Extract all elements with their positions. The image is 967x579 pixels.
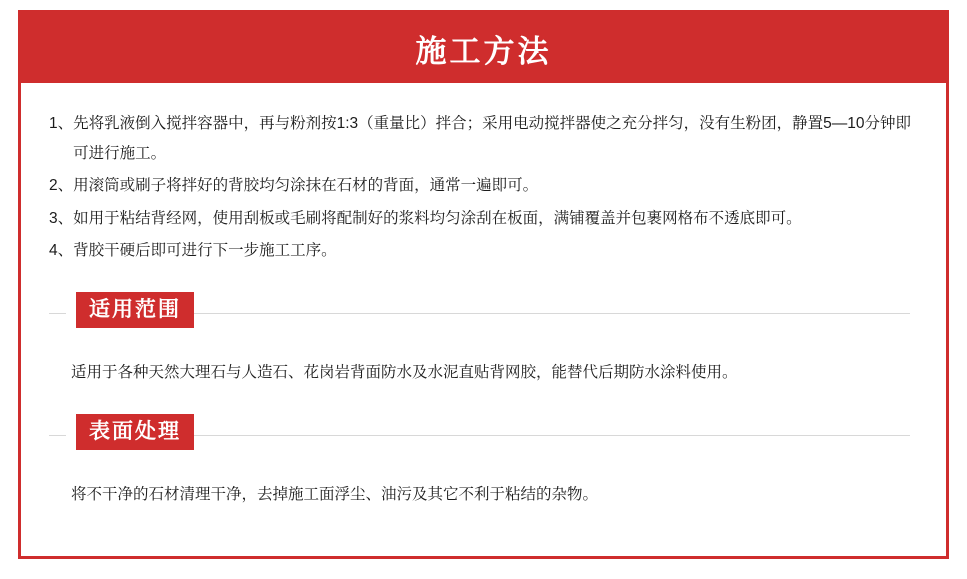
step-number: 1、 <box>49 115 74 132</box>
document-frame <box>18 10 949 559</box>
list-item <box>49 236 918 266</box>
title-bar <box>21 13 946 83</box>
section-header-scope <box>49 292 918 336</box>
steps-list <box>49 109 918 266</box>
list-item <box>49 171 918 201</box>
section-heading: 适用范围 <box>71 292 194 328</box>
step-text: 背胶干硬后即可进行下一步施工工序。 <box>73 241 337 259</box>
step-text: 先将乳液倒入搅拌容器中，再与粉剂按1:3（重量比）拌合；采用电动搅拌器使之充分拌匀，没有生粉团，静置5—10分钟即可进行施工。 <box>73 115 912 163</box>
list-item <box>49 204 918 234</box>
step-number: 4、 <box>49 241 74 259</box>
step-number: 3、 <box>49 209 74 227</box>
document-content <box>21 83 946 509</box>
section-header-surface <box>49 414 918 458</box>
page-title: 施工方法 <box>415 33 552 69</box>
section-body-surface: 将不干净的石材清理干净，去掉施工面浮尘、油污及其它不利于粘结的杂物。 <box>71 485 599 503</box>
step-number: 2、 <box>49 177 74 195</box>
step-text: 如用于粘结背经网，使用刮板或毛刷将配制好的浆料均匀涂刮在板面，满铺覆盖并包裹网格布不透底即可。 <box>73 209 802 227</box>
section-heading: 表面处理 <box>71 414 194 450</box>
step-text: 用滚筒或刷子将拌好的背胶均匀涂抹在石材的背面，通常一遍即可。 <box>73 177 539 195</box>
section-body-scope: 适用于各种天然大理石与人造石、花岗岩背面防水及水泥直贴背网胶，能替代后期防水涂料使用。 <box>71 364 738 382</box>
list-item <box>49 109 918 169</box>
